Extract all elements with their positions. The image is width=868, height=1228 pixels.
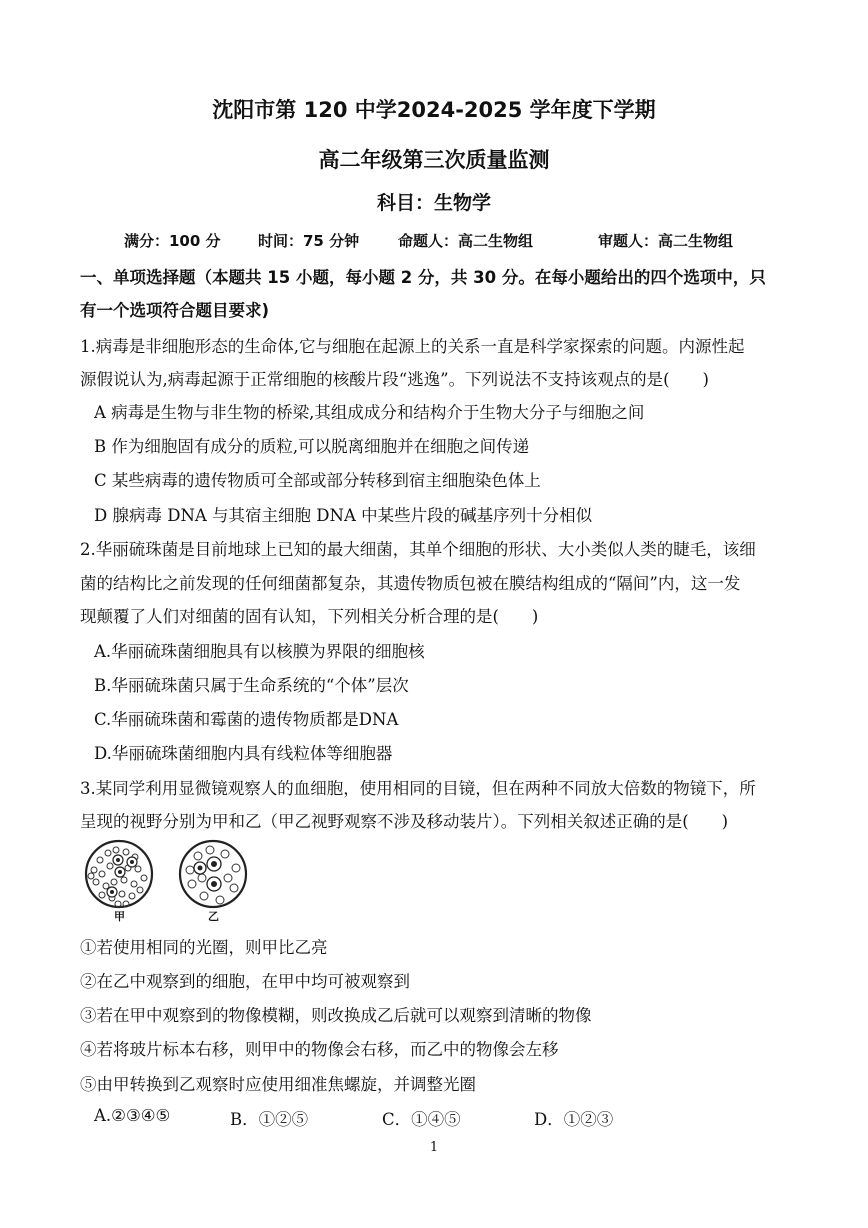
q3-statement-1: ①若使用相同的光圈，则甲比乙亮 [80, 938, 328, 957]
q3-option-d: D．①②③ [534, 1110, 614, 1129]
microscope-fields-figure [80, 838, 260, 928]
field-yi-label: 乙 [208, 910, 219, 923]
q1-stem-line2: 源假说认为,病毒起源于正常细胞的核酸片段“逃逸”。下列说法不支持该观点的是( ) [80, 370, 709, 389]
q1-stem-line1: 1.病毒是非细胞形态的生命体,它与细胞在起源上的关系一直是科学家探索的问题。内源性起 [80, 337, 745, 356]
q3-option-a: A.②③④⑤ [94, 1106, 171, 1125]
exam-subject: 科目：生物学 [376, 192, 491, 214]
q3-stem-line2: 呈现的视野分别为甲和乙（甲乙视野观察不涉及移动装片）。下列相关叙述正确的是( ) [80, 812, 729, 831]
q2-option-a: A.华丽硫珠菌细胞具有以核膜为界限的细胞核 [94, 642, 425, 661]
q1-option-b: B 作为细胞固有成分的质粒,可以脱离细胞并在细胞之间传递 [94, 437, 530, 456]
section-heading-line1: 一、单项选择题（本题共 15 小题，每小题 2 分，共 30 分。在每小题给出的四个选项中，只 [80, 268, 766, 287]
q1-option-c: C 某些病毒的遗传物质可全部或部分转移到宿主细胞染色体上 [94, 471, 541, 490]
question-setter: 命题人：高二生物组 [398, 232, 534, 250]
page-number: 1 [429, 1140, 439, 1155]
q3-option-c: C．①④⑤ [382, 1110, 461, 1129]
q3-statement-5: ⑤由甲转换到乙观察时应使用细准焦螺旋，并调整光圈 [80, 1075, 476, 1094]
q2-option-d: D.华丽硫珠菌细胞内具有线粒体等细胞器 [94, 744, 393, 763]
field-jia-circle [86, 841, 152, 907]
q2-stem-line1: 2.华丽硫珠菌是目前地球上已知的最大细菌，其单个细胞的形状、大小类似人类的睫毛，该细 [80, 540, 756, 559]
field-jia-label: 甲 [114, 910, 125, 923]
q1-option-d: D 腺病毒 DNA 与其宿主细胞 DNA 中某些片段的碱基序列十分相似 [94, 506, 593, 525]
section-heading-line2: 有一个选项符合题目要求) [80, 301, 270, 320]
exam-time: 时间：75 分钟 [258, 232, 360, 250]
full-score: 满分：100 分 [124, 232, 221, 250]
field-yi-circle [180, 841, 246, 907]
q2-stem-line2: 菌的结构比之前发现的任何细菌都复杂，其遗传物质包被在膜结构组成的“隔间”内，这一发 [80, 574, 741, 593]
q3-statement-2: ②在乙中观察到的细胞，在甲中均可被观察到 [80, 972, 410, 991]
q3-statement-3: ③若在甲中观察到的物像模糊，则改换成乙后就可以观察到清晰的物像 [80, 1006, 592, 1025]
q2-stem-line3: 现颠覆了人们对细菌的固有认知，下列相关分析合理的是( ) [80, 607, 539, 626]
q3-option-b: B．①②⑤ [230, 1110, 309, 1129]
q2-option-c: C.华丽硫珠菌和霉菌的遗传物质都是DNA [94, 710, 399, 729]
q3-statement-4: ④若将玻片标本右移，则甲中的物像会右移，而乙中的物像会左移 [80, 1040, 559, 1059]
q1-option-a: A 病毒是生物与非生物的桥梁,其组成成分和结构介于生物大分子与细胞之间 [94, 403, 645, 422]
q3-stem-line1: 3.某同学利用显微镜观察人的血细胞，使用相同的目镜，但在两种不同放大倍数的物镜下，所 [80, 779, 756, 798]
q2-option-b: B.华丽硫珠菌只属于生命系统的“个体”层次 [94, 676, 409, 695]
question-reviewer: 审题人：高二生物组 [598, 232, 734, 250]
exam-subtitle: 高二年级第三次质量监测 [318, 148, 550, 172]
exam-title: 沈阳市第 120 中学2024-2025 学年度下学期 [212, 98, 656, 122]
